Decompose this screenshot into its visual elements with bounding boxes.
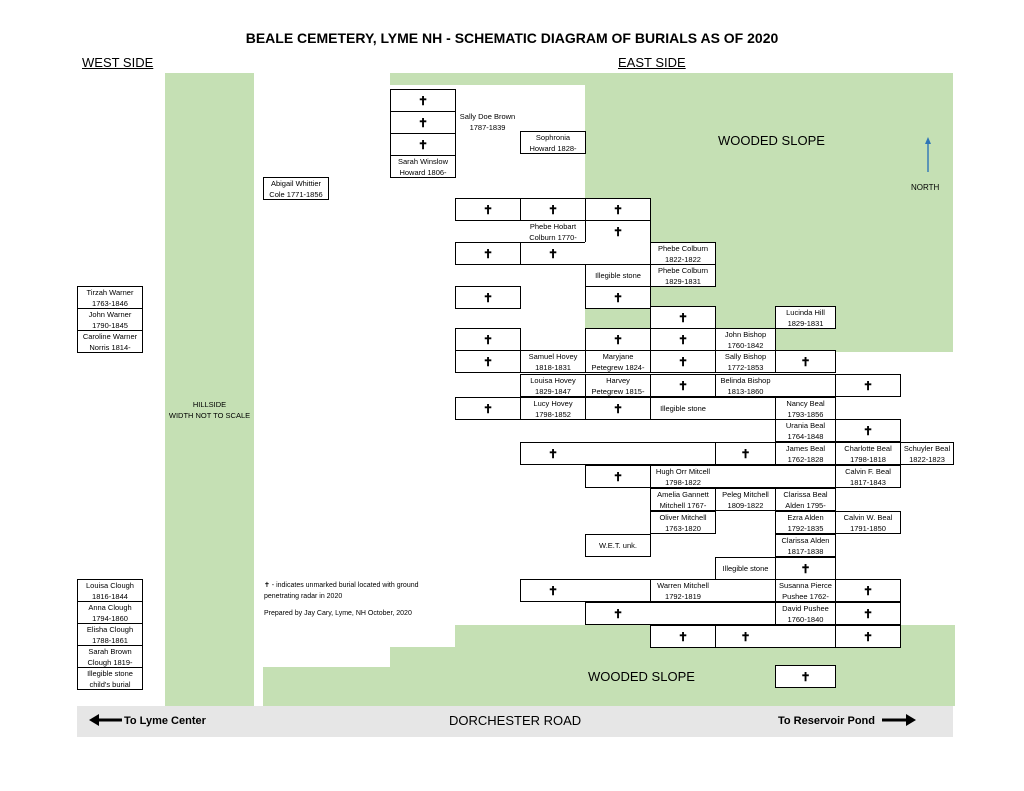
road-right-label: To Reservoir Pond (778, 715, 875, 727)
east-top-strip (390, 73, 953, 85)
unmarked-burial-cross: ✝ (455, 328, 521, 351)
left-arrow-icon (89, 714, 123, 726)
plot-peleg-mitchell: Peleg Mitchell 1809-1822 (715, 488, 776, 511)
plot-nancy-beal: Nancy Beal 1793-1856 (775, 397, 836, 420)
plot-clarissa-beal-alden: Clarissa Beal Alden 1795- (775, 488, 836, 511)
right-arrow-icon (882, 714, 916, 726)
empty-plot (715, 579, 776, 602)
north-arrow-icon (922, 136, 934, 174)
plot-lucinda-hill: Lucinda Hill 1829-1831 (775, 306, 836, 329)
road-left-label: To Lyme Center (124, 715, 206, 727)
plot-urania-beal: Urania Beal 1764-1848 (775, 419, 836, 442)
unmarked-burial-cross: ✝ (455, 198, 521, 221)
unmarked-burial-cross: ✝ (775, 665, 836, 688)
unmarked-burial-cross: ✝ (455, 242, 521, 265)
unmarked-burial-cross: ✝ (455, 397, 521, 420)
plot-maryjane-petegrew: Maryjane Petegrew 1824- (585, 350, 651, 373)
west-plot: Louisa Clough 1816-1844 (77, 579, 143, 602)
unmarked-burial-cross: ✝ (585, 286, 651, 309)
west-plot: Elisha Clough 1788-1861 (77, 623, 143, 646)
unmarked-burial-cross: ✝ (520, 198, 586, 221)
wooded-slope-bottom-label: WOODED SLOPE (588, 669, 695, 684)
unmarked-burial-cross: ✝ (585, 328, 651, 351)
plot-louisa-hovey: Louisa Hovey 1829-1847 (520, 374, 586, 397)
plot-hugh-orr-mitchell: Hugh Orr Mitcell 1798-1822 (650, 465, 716, 488)
plot-sally-bishop: Sally Bishop 1772-1853 (715, 350, 776, 373)
unmarked-burial-cross: ✝ (585, 397, 651, 420)
unmarked-burial-cross: ✝ (835, 625, 901, 648)
plot-lucy-hovey: Lucy Hovey 1798-1852 (520, 397, 586, 420)
plot-charlotte-beal: Charlotte Beal 1798-1818 (835, 442, 901, 465)
unmarked-burial-cross: ✝ (585, 198, 651, 221)
plot-samuel-hovey: Samuel Hovey 1818-1831 (520, 350, 586, 373)
unmarked-burial-cross: ✝ (455, 350, 521, 373)
unmarked-burial-cross: ✝ (835, 419, 901, 442)
plot-sophronia-howard: Sophronia Howard 1828- (520, 131, 586, 154)
plot-david-pushee: David Pushee 1760-1840 (775, 602, 836, 625)
plot-wet-unk: W.E.T. unk. (585, 534, 651, 557)
plot-ezra-alden: Ezra Alden 1792-1835 (775, 511, 836, 534)
west-side-header: WEST SIDE (82, 55, 154, 70)
west-plot: Tirzah Warner 1763-1846 (77, 286, 143, 309)
empty-plot (775, 374, 836, 397)
unmarked-burial-cross: ✝ (390, 89, 456, 112)
diagram-title: BEALE CEMETERY, LYME NH - SCHEMATIC DIAGRAM OF BURIALS AS OF 2020 (245, 30, 779, 46)
unmarked-burial-cross: ✝ (520, 242, 586, 265)
plot-calvin-f-beal: Calvin F. Beal 1817-1843 (835, 465, 901, 488)
plot-oliver-mitchell: Oliver Mitchell 1763-1820 (650, 511, 716, 534)
plot-abigail-whittier-cole: Abigail Whittier Cole 1771-1856 (263, 177, 329, 200)
plot-sally-doe-brown: Sally Doe Brown 1787-1839 (459, 112, 516, 132)
east-side-header: EAST SIDE (618, 55, 686, 70)
plot-sarah-winslow-howard: Sarah Winslow Howard 1806- (390, 155, 456, 178)
hillside-label: HILLSIDE WIDTH NOT TO SCALE (168, 400, 251, 420)
wooded-slope-bottom-2 (390, 647, 955, 667)
west-plot: John Warner 1790-1845 (77, 308, 143, 331)
plot-calvin-w-beal: Calvin W. Beal 1791-1850 (835, 511, 901, 534)
west-plot: Sarah Brown Clough 1819- (77, 645, 143, 668)
north-label: NORTH (911, 183, 940, 192)
empty-plot (650, 602, 776, 625)
unmarked-burial-cross: ✝ (455, 286, 521, 309)
plot-susanna-pierce-pushee: Susanna Pierce Pushee 1762- (775, 579, 836, 602)
wooded-slope-top-label: WOODED SLOPE (718, 133, 825, 148)
unmarked-burial-cross: ✝ (585, 602, 651, 625)
unmarked-burial-cross: ✝ (835, 579, 901, 602)
road-name: DORCHESTER ROAD (449, 713, 582, 728)
plot-phebe-colburn-1822: Phebe Colburn 1822-1822 (650, 242, 716, 265)
unmarked-burial-cross: ✝ (390, 111, 456, 134)
unmarked-burial-cross: ✝ (715, 442, 776, 465)
plot-clarissa-alden: Clarissa Alden 1817-1838 (775, 534, 836, 557)
plot-warren-mitchell: Warren Mitchell 1792-1819 (650, 579, 716, 602)
plot-john-bishop: John Bishop 1760-1842 (715, 328, 776, 351)
unmarked-burial-cross: ✝ (835, 602, 901, 625)
unmarked-burial-cross: ✝ (650, 328, 716, 351)
plot-amelia-gannett-mitchell: Amelia Gannett Mitchell 1767- (650, 488, 716, 511)
plot-schuyler-beal: Schuyler Beal 1822-1823 (900, 442, 954, 465)
plot-phebe-colburn-1829: Phebe Colburn 1829-1831 (650, 264, 716, 287)
plot-phebe-hobart-colburn: Phebe Hobart Colburn 1770- (529, 222, 577, 242)
unmarked-burial-cross: ✝ (650, 374, 716, 397)
unmarked-burial-cross: ✝ (835, 374, 901, 397)
empty-plot (585, 242, 651, 265)
plot-belinda-bishop: Belinda Bishop 1813-1860 (715, 374, 776, 397)
unmarked-burial-cross: ✝ (650, 306, 716, 329)
empty-plot (715, 465, 836, 488)
unmarked-burial-cross: ✝ (775, 557, 836, 580)
plot-harvey-petegrew: Harvey Petegrew 1815- (585, 374, 651, 397)
west-plot: Illegible stone child's burial (77, 667, 143, 690)
unmarked-burial-cross: ✝ (585, 220, 651, 243)
unmarked-burial-cross: ✝ (585, 465, 651, 488)
west-plot: Caroline Warner Norris 1814- (77, 330, 143, 353)
unmarked-burial-cross: ✝ (650, 350, 716, 373)
plot-illegible-stone: Illegible stone (650, 397, 716, 420)
unmarked-burial-cross: ✝ (715, 625, 776, 648)
unmarked-burial-cross: ✝ (520, 442, 586, 465)
empty-plot (775, 625, 836, 648)
plot-illegible-stone: Illegible stone (585, 264, 651, 287)
plot-illegible-stone: Illegible stone (715, 557, 776, 580)
legend-text: ✝ - indicates unmarked burial located with ground penetrating radar in 2020 (264, 582, 419, 600)
plot-james-beal: James Beal 1762-1828 (775, 442, 836, 465)
empty-plot (715, 397, 776, 420)
unmarked-burial-cross: ✝ (520, 579, 586, 602)
unmarked-burial-cross: ✝ (650, 625, 716, 648)
empty-plot (585, 442, 716, 465)
west-plot: Anna Clough 1794-1860 (77, 601, 143, 624)
unmarked-burial-cross: ✝ (775, 350, 836, 373)
empty-plot (585, 579, 651, 602)
unmarked-burial-cross: ✝ (390, 133, 456, 156)
prepared-by: Prepared by Jay Cary, Lyme, NH October, 2020 (264, 610, 412, 617)
hillside-area (165, 73, 254, 706)
